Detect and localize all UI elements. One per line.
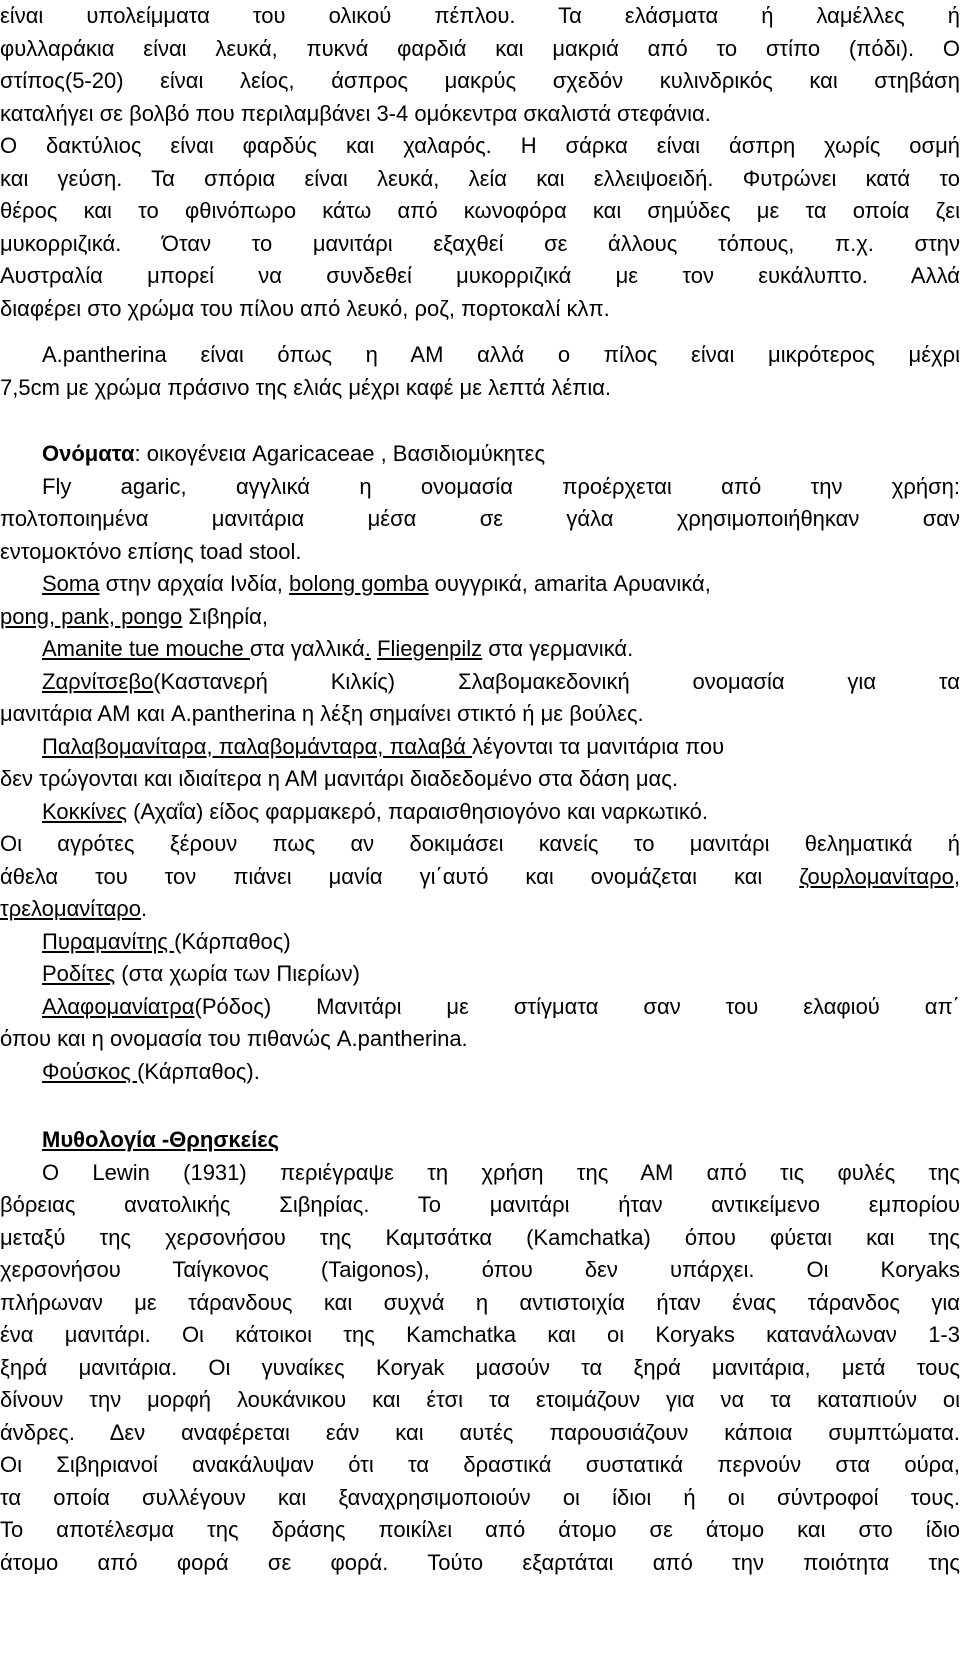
text-line: χερσονήσου Ταίγκονος (Taigonos), όπου δεν υπάρχει. Οι Koryaks [0, 1257, 960, 1282]
text-line: πλήρωναν με τάρανδους και συχνά η αντιστοιχία ήταν ένας τάρανδος για [0, 1289, 960, 1315]
text-line: θέρος και το φθινόπωρο κάτω από κωνοφόρα και σημύδες με τα οποία ζει [0, 198, 960, 223]
text-span: . [141, 896, 148, 921]
text-span: άθελα του τον πιάνει μανία γι΄αυτό και ονομάζεται και [0, 863, 800, 889]
text-line: Ο δακτύλιος είναι φαρδύς και χαλαρός. Η σάρκα είναι άσπρη χωρίς οσμή [0, 133, 960, 158]
term-kokkines: Κοκκίνες [42, 798, 127, 824]
term-pyramanitis: Πυραμανίτης [42, 928, 175, 954]
mythology-section [0, 1124, 960, 1579]
text-line: διαφέρει στο χρώμα του πίλου από λευκό, ροζ, πορτοκαλί κλπ. [0, 295, 610, 321]
term-soma: Soma [42, 571, 100, 596]
text-span: (Κάρπαθος). [137, 1058, 260, 1084]
text-span: (στα χωρία των Πιερίων) [115, 961, 360, 986]
term-bolong-gomba: bolong gomba [289, 571, 429, 596]
names-line [0, 601, 960, 634]
text-line: εντομοκτόνο επίσης toad stool. [0, 538, 302, 564]
text-line: Fly agaric, αγγλικά η ονομασία προέρχεται από την χρήση: [42, 473, 960, 499]
names-line [0, 568, 960, 601]
text-line: μυκορριζικά. Όταν το μανιτάρι εξαχθεί σε άλλους τόπους, π.χ. στην [0, 230, 960, 256]
text-span: (Κάρπαθος) [174, 928, 291, 954]
text-line: βόρειας ανατολικής Σιβηρίας. Το μανιτάρι ήταν αντικείμενο εμπορίου [0, 1192, 960, 1217]
text-line: άτομο από φορά σε φορά. Τούτο εξαρτάται από την ποιότητα της [0, 1549, 960, 1575]
names-line [0, 731, 960, 764]
text-line: και γεύση. Τα σπόρια είναι λευκά, λεία και ελλειψοειδή. Φυτρώνει κατά το [0, 165, 960, 191]
names-line [0, 633, 960, 666]
names-line [0, 893, 960, 926]
names-line [0, 796, 960, 829]
text-span: (Ρόδος) Μανιτάρι με στίγματα σαν του ελαφιού απ΄ [194, 993, 960, 1019]
term-pong: pong, pank, pongo [0, 603, 183, 629]
text-line: τα οποία συλλέγουν και ξαναχρησιμοποιούν οι ίδιοι ή οι σύντροφοί τους. [0, 1484, 960, 1510]
term-amanite: Amanite tue mouche [42, 636, 250, 661]
term-fliegenpilz: Fliegenpilz [377, 636, 483, 661]
term-zarnitsevo: Ζαρνίτσεβο [42, 668, 154, 694]
names-section [0, 438, 960, 1088]
names-line [0, 926, 960, 959]
text-line: A.pantherina είναι όπως η ΑΜ αλλά ο πίλος είναι μικρότερος μέχρι [42, 342, 960, 367]
text-span: στα γερμανικά. [482, 636, 634, 661]
text-line: είναι υπολείμματα του ολικού πέπλου. Τα ελάσματα ή λαμέλλες ή [0, 3, 960, 28]
term-fouskos: Φούσκος [42, 1058, 138, 1084]
text-line: μεταξύ της χερσονήσου της Καμτσάτκα (Kamchatka) όπου φύεται και της [0, 1224, 960, 1250]
text-line: Οι αγρότες ξέρουν πως αν δοκιμάσει κανείς το μανιτάρι θεληματικά ή [0, 831, 960, 856]
term-zourlomanitaro: ζουρλομανίταρο [799, 863, 954, 889]
text-line: άνδρες. Δεν αναφέρεται εάν και αυτές παρουσιάζουν κάποια συμπτώματα. [0, 1419, 960, 1445]
names-line [0, 1056, 960, 1089]
term-rodites: Ροδίτες [42, 961, 116, 986]
names-line [0, 666, 960, 699]
text-span: Σιβηρία, [182, 603, 269, 629]
text-line: δίνουν την μορφή λουκάνικου και έτσι τα ετοιμάζουν για να τα καταπιούν οι [0, 1387, 960, 1412]
description-paragraph [0, 0, 960, 325]
text-span: (Καστανερή Κιλκίς) Σλαβομακεδονική ονομασία για τα [153, 668, 960, 694]
text-line: στίπος(5-20) είναι λείος, άσπρος μακρύς σχεδόν κυλινδρικός και στηβάση [0, 68, 960, 93]
text-line: Αυστραλία μπορεί να συνδεθεί μυκορριζικά με τον ευκάλυπτο. Αλλά [0, 263, 960, 288]
text-line: πολτοποιημένα μανιτάρια μέσα σε γάλα χρησιμοποιήθηκαν σαν [0, 506, 960, 531]
text-span: : οικογένεια Agaricaceae , Βασιδιομύκητες [134, 441, 546, 466]
names-line [0, 991, 960, 1024]
text-span: στην αρχαία Ινδία, [99, 571, 290, 596]
names-line [0, 861, 960, 894]
text-line: μανιτάρια ΑΜ και A.pantherina η λέξη σημαίνει στικτό ή με βούλες. [0, 701, 644, 726]
term-palavomanitara: Παλαβομανίταρα, παλαβομάνταρα, παλαβά [42, 733, 472, 759]
text-span: (Αχαΐα) είδος φαρμακερό, παραισθησιογόνο και ναρκωτικό. [126, 798, 708, 824]
text-span: ουγγρικά, amarita Αρυανικά, [428, 571, 711, 596]
text-line: όπου και η ονομασία του πιθανώς A.pantherina. [0, 1026, 468, 1051]
text-line: δεν τρώγονται και ιδιαίτερα η ΑΜ μανιτάρι διαδεδομένο στα δάση μας. [0, 766, 678, 791]
text-line: Οι Σιβηριανοί ανακάλυψαν ότι τα δραστικά συστατικά περνούν στα ούρα, [0, 1452, 960, 1477]
term-alafomaniatra: Αλαφομανίατρα [42, 993, 195, 1019]
text-span: . [364, 636, 371, 661]
text-span: , [953, 863, 960, 889]
text-line: Ο Lewin (1931) περιέγραψε τη χρήση της ΑΜ από τις φυλές της [42, 1159, 960, 1185]
names-heading: Ονόματα [42, 441, 135, 466]
text-line: καταλήγει σε βολβό που περιλαμβάνει 3-4 ομόκεντρα σκαλιστά στεφάνια. [0, 100, 711, 126]
names-line [0, 958, 960, 991]
text-line: ξηρά μανιτάρια. Οι γυναίκες Koryak μασούν τα ξηρά μανιτάρια, μετά τους [0, 1354, 960, 1380]
term-trelomanitaro: τρελομανίταρο [0, 896, 142, 921]
text-line: ένα μανιτάρι. Οι κάτοικοι της Kamchatka και οι Koryaks κατανάλωναν 1-3 [0, 1322, 960, 1347]
names-heading-line [0, 438, 960, 471]
text-line: φυλλαράκια είναι λευκά, πυκνά φαρδιά και μακριά από το στίπο (πόδι). Ο [0, 35, 960, 61]
text-span: λέγονται τα μανιτάρια που [472, 733, 725, 759]
text-line: 7,5cm με χρώμα πράσινο της ελιάς μέχρι καφέ με λεπτά λέπια. [0, 374, 612, 400]
mythology-heading: Μυθολογία -Θρησκείες [42, 1127, 280, 1152]
text-line: Το αποτέλεσμα της δράσης ποικίλει από άτομο σε άτομο και στο ίδιο [0, 1517, 960, 1542]
mythology-heading-line [0, 1124, 960, 1157]
pantherina-paragraph [0, 339, 960, 404]
text-span: στα γαλλικά [249, 636, 365, 661]
